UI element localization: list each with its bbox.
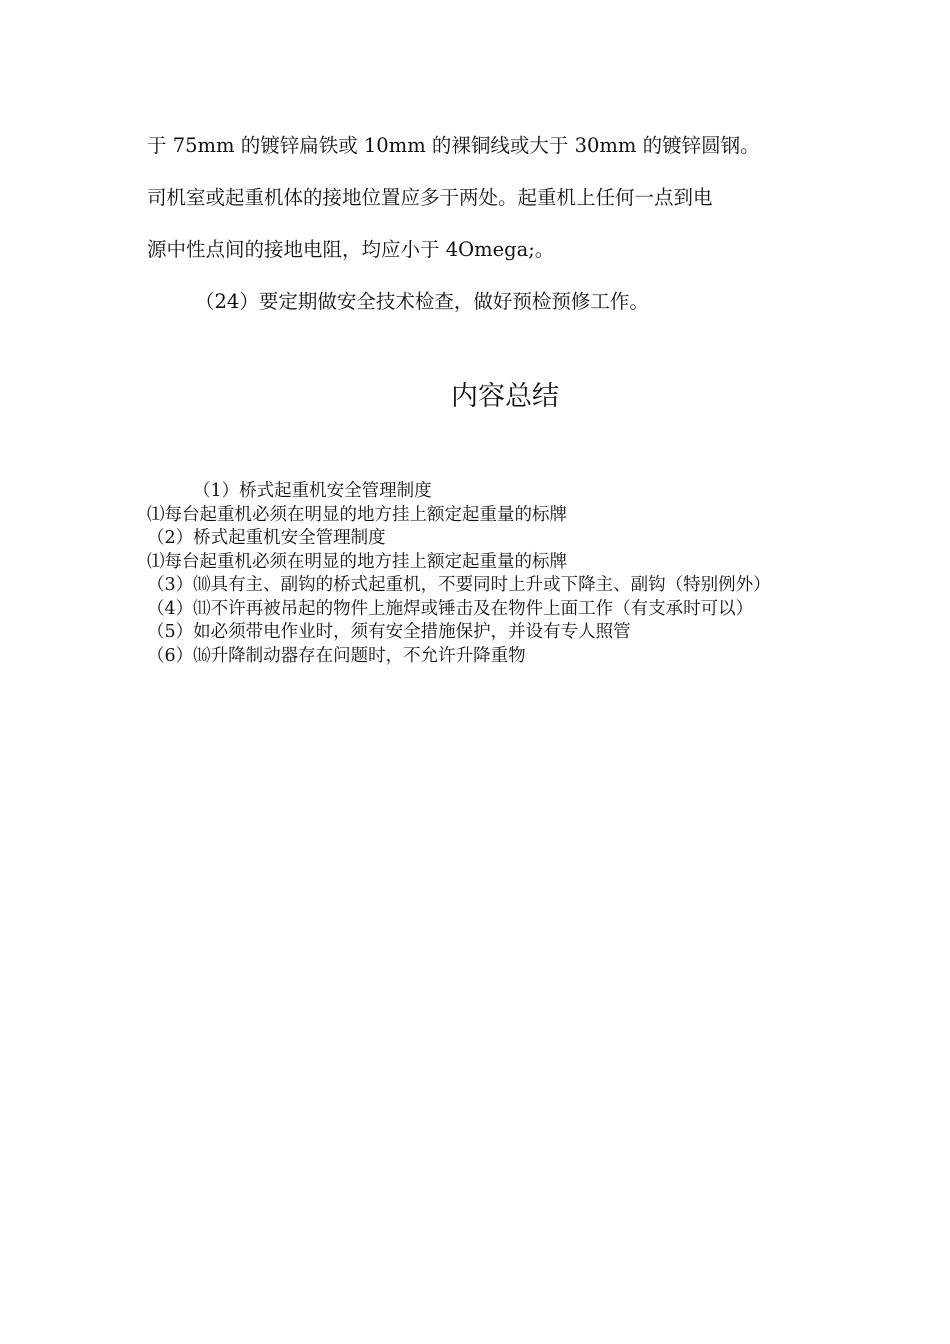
body-paragraph-line: （24）要定期做安全技术检查，做好预检预修工作。 <box>195 290 649 313</box>
summary-item: （6）⒃升降制动器存在问题时，不允许升降重物 <box>147 645 526 666</box>
summary-item: （4）⑾不许再被吊起的物件上施焊或锤击及在物件上面工作（有支承时可以） <box>147 598 754 619</box>
summary-item: （1）桥式起重机安全管理制度 <box>193 481 432 501</box>
summary-item: （2）桥式起重机安全管理制度 <box>147 528 386 548</box>
summary-item: （3）⑽具有主、副钩的桥式起重机，不要同时上升或下降主、副钩（特别例外） <box>147 575 771 595</box>
body-paragraph-line: 源中性点间的接地电阻，均应小于 4Omega;。 <box>147 238 555 261</box>
body-text <box>147 120 807 328</box>
body-paragraph-line: 司机室或起重机体的接地位置应多于两处。起重机上任何一点到电 <box>147 186 713 209</box>
summary-item: （5）如必须带电作业时，须有安全措施保护，并设有专人照管 <box>147 622 631 642</box>
summary-list <box>147 480 807 668</box>
summary-heading: 内容总结 <box>451 381 559 412</box>
summary-item: ⑴每台起重机必须在明显的地方挂上额定起重量的标牌 <box>147 551 567 572</box>
summary-item: ⑴每台起重机必须在明显的地方挂上额定起重量的标牌 <box>147 504 567 525</box>
body-paragraph-line: 于 75mm 的镀锌扁铁或 10mm 的裸铜线或大于 30mm 的镀锌圆钢。 <box>147 134 760 157</box>
